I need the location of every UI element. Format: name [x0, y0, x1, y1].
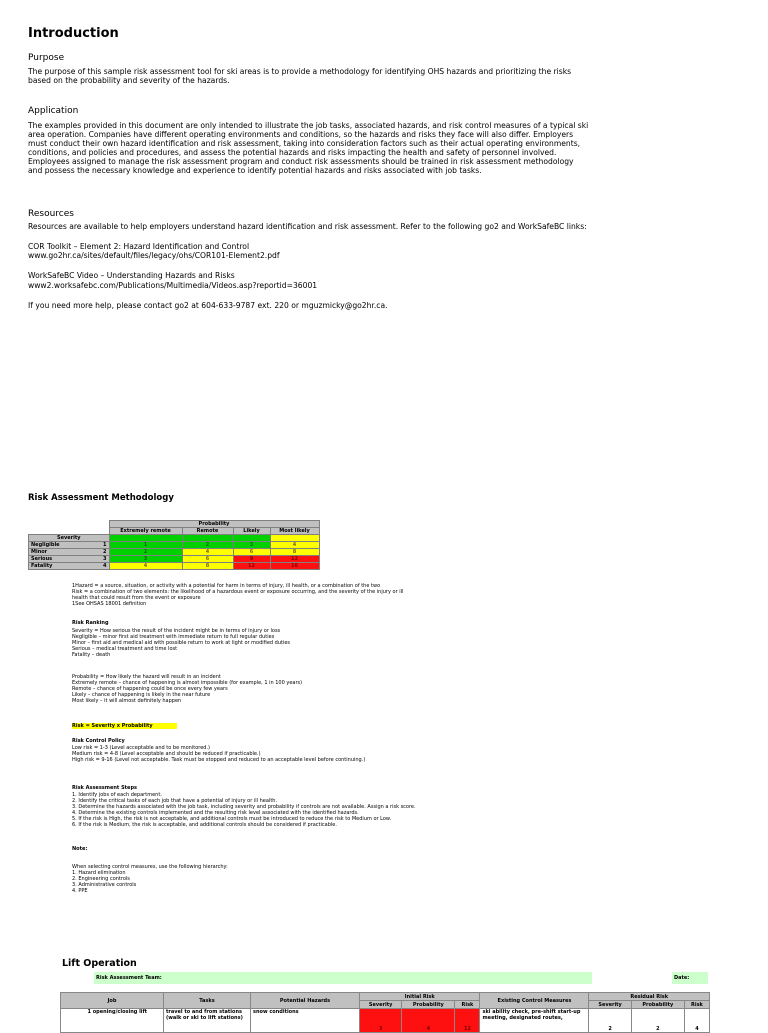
matrix-cell: 16: [270, 563, 319, 570]
note-heading: Note:: [72, 846, 88, 852]
matrix-cell: 4: [270, 542, 319, 549]
row-controls: ski ability check, pre-shift start-up meeting, designated routes,: [480, 1009, 589, 1033]
col-existing-controls: Existing Control Measures: [480, 993, 589, 1009]
definitions: 1Hazard = a source, situation, or activity with a potential for harm in terms of injury, ill health, or a combination of the two Risk = a combination of two elements: the likelihood of a hazardous event or exposure occurring, and the severity of the injury or ill health that could result from the event or exposure 1See OHSAS 18001 definition: [72, 583, 404, 607]
purpose-heading: Purpose: [28, 53, 65, 63]
severity-num: 1: [103, 542, 107, 548]
purpose-text: The purpose of this sample risk assessment tool for ski areas is to provide a methodology for identifying OHS hazards and prioritizing the risks based on the probability and severity of the hazards.: [28, 67, 572, 85]
matrix-cell: 12: [270, 556, 319, 563]
matrix-cell: 6: [233, 549, 270, 556]
severity-header: Severity: [29, 535, 110, 542]
severity-num: 3: [103, 556, 107, 562]
prob-col-3: Most likely: [270, 528, 319, 535]
matrix-cell: 2: [109, 549, 182, 556]
row-num: 1: [87, 1009, 91, 1015]
note-text: When selecting control measures, use the following hierarchy: 1. Hazard elimination 2. Engineering controls 3. Administrative controls 4. PPE: [72, 864, 228, 894]
matrix-cell: 3: [109, 556, 182, 563]
prob-col-0: Extremely remote: [109, 528, 182, 535]
col-i-probability: Probability: [402, 1001, 455, 1009]
application-heading: Application: [28, 106, 79, 116]
severity-label: Negligible: [31, 542, 60, 548]
severity-cell: [29, 563, 110, 570]
matrix-row: [29, 556, 320, 563]
matrix-row: [29, 542, 320, 549]
severity-label: Fatality: [31, 563, 53, 569]
severity-cell: [29, 556, 110, 563]
severity-cell: [29, 549, 110, 556]
page-title: Introduction: [28, 26, 119, 41]
matrix-cell: 6: [182, 556, 233, 563]
matrix-cell: [270, 535, 319, 542]
row-r-severity: 2: [589, 1009, 631, 1033]
link2-url[interactable]: www2.worksafebc.com/Publications/Multimedia/Videos.asp?reportid=36001: [28, 281, 318, 290]
severity-label: Minor: [31, 549, 48, 555]
row-hazard: snow conditions: [251, 1009, 360, 1033]
resources-text: Resources are available to help employers understand hazard identification and risk assessment. Refer to the following go2 and WorkSafeBC links:: [28, 222, 587, 231]
severity-text: Severity = How serious the result of the incident might be in terms of injury or loss Negligible – minor first aid treatment with immediate return to full regular duties Minor – first aid and medical aid with possible return to work at light or modified duties Serious – medical treatment and time lost Fatality – death: [72, 628, 291, 658]
probability-header: Probability: [109, 521, 319, 528]
col-r-risk: Risk: [684, 1001, 709, 1009]
date-label: Date:: [674, 975, 690, 981]
row-i-severity: 3: [360, 1009, 402, 1033]
severity-cell: [29, 542, 110, 549]
team-label: Risk Assessment Team:: [96, 975, 162, 981]
prob-col-1: Remote: [182, 528, 233, 535]
matrix-cell: [109, 535, 182, 542]
risk-formula: Risk = Severity x Probability: [72, 723, 177, 729]
matrix-row: [29, 549, 320, 556]
col-r-severity: Severity: [589, 1001, 631, 1009]
link1-title: COR Toolkit – Element 2: Hazard Identification and Control: [28, 242, 250, 251]
matrix-row: [29, 563, 320, 570]
policy-text: Low risk = 1-3 (Level acceptable and to be monitored.) Medium risk = 4-8 (Level acceptable and should be reduced if practicable.) High risk = 9-16 (Level not acceptable. Task must be stopped and reduced to an acceptable level before continuing.): [72, 745, 366, 763]
lift-table: [60, 992, 710, 1033]
col-i-risk: Risk: [455, 1001, 480, 1009]
severity-num: 2: [103, 549, 107, 555]
policy-heading: Risk Control Policy: [72, 738, 125, 744]
team-bar[interactable]: [94, 972, 592, 984]
matrix-cell: [182, 535, 233, 542]
contact-text: If you need more help, please contact go2 at 604-633-9787 ext. 220 or mguzmicky@go2hr.ca.: [28, 301, 388, 310]
row-i-risk: 12: [455, 1009, 480, 1033]
matrix-cell: 4: [182, 549, 233, 556]
row-job: opening/closing lift: [92, 1009, 148, 1015]
application-text: The examples provided in this document are only intended to illustrate the job tasks, associated hazards, and risk control measures of a typical ski area operation. Companies have different operating environments and conditions, so the hazards and risks they face will also differ. Employers must conduct their own hazard identification and risk assessment, taking into consideration factors such as their actual operating environments, conditions, and policies and procedures, and assess the potential hazards and risks impacting the health and safety of personnel involved. Employees assigned to manage the risk assessment program and conduct risk assessments should be trained in risk assessment methodology and possess the necessary knowledge and experience to identify potential hazards and risks associated with job tasks.: [28, 121, 589, 175]
methodology-title: Risk Assessment Methodology: [28, 493, 174, 503]
col-initial-risk: Initial Risk: [360, 993, 480, 1001]
table-row: [61, 1009, 710, 1033]
link2-title: WorkSafeBC Video – Understanding Hazards and Risks: [28, 271, 235, 280]
severity-num: 4: [103, 563, 107, 569]
col-job: Job: [61, 993, 164, 1009]
row-r-risk: 4: [684, 1009, 709, 1033]
col-i-severity: Severity: [360, 1001, 402, 1009]
matrix-cell: 1: [109, 542, 182, 549]
row-task: travel to and from stations (walk or ski to lift stations): [164, 1009, 251, 1033]
matrix-cell: 8: [270, 549, 319, 556]
risk-matrix: [28, 520, 320, 570]
severity-label: Serious: [31, 556, 53, 562]
matrix-cell: 9: [233, 556, 270, 563]
resources-heading: Resources: [28, 209, 74, 219]
link1-url[interactable]: www.go2hr.ca/sites/default/files/legacy/ohs/COR101-Element2.pdf: [28, 251, 280, 260]
row-i-probability: 4: [402, 1009, 455, 1033]
col-tasks: Tasks: [164, 993, 251, 1009]
matrix-cell: 4: [109, 563, 182, 570]
steps-text: 1. Identify jobs of each department. 2. Identify the critical tasks of each job that have a potential of injury or ill health. 3. Determine the hazards associated with the job task, including severity and probability if controls are not available. Assign a risk score. 4. Determine the existing controls implemented and the resulting risk level associated with the identified hazards. 5. If the risk is High, the risk is not acceptable, and additional controls must be introduced to reduce the risk to Medium or Low. 6. If the risk is Medium, the risk is acceptable, and additional controls should be considered if practicable.: [72, 792, 416, 828]
row-r-probability: 2: [631, 1009, 684, 1033]
probability-text: Probability = How likely the hazard will result in an incident Extremely remote – chance of happening is almost impossible (for example, 1 in 100 years) Remote – chance of happening could be once every few years Likely – chance of happening is likely in the near future Most likely – it will almost definitely happen: [72, 674, 303, 704]
matrix-cell: 2: [182, 542, 233, 549]
steps-heading: Risk Assessment Steps: [72, 785, 137, 791]
col-hazards: Potential Hazards: [251, 993, 360, 1009]
matrix-cell: [233, 535, 270, 542]
col-residual-risk: Residual Risk: [589, 993, 710, 1001]
ranking-heading: Risk Ranking: [72, 620, 109, 626]
lift-title: Lift Operation: [62, 958, 137, 969]
matrix-cell: 12: [233, 563, 270, 570]
col-r-probability: Probability: [631, 1001, 684, 1009]
matrix-cell: 3: [233, 542, 270, 549]
matrix-cell: 8: [182, 563, 233, 570]
prob-col-2: Likely: [233, 528, 270, 535]
date-bar[interactable]: [672, 972, 708, 984]
